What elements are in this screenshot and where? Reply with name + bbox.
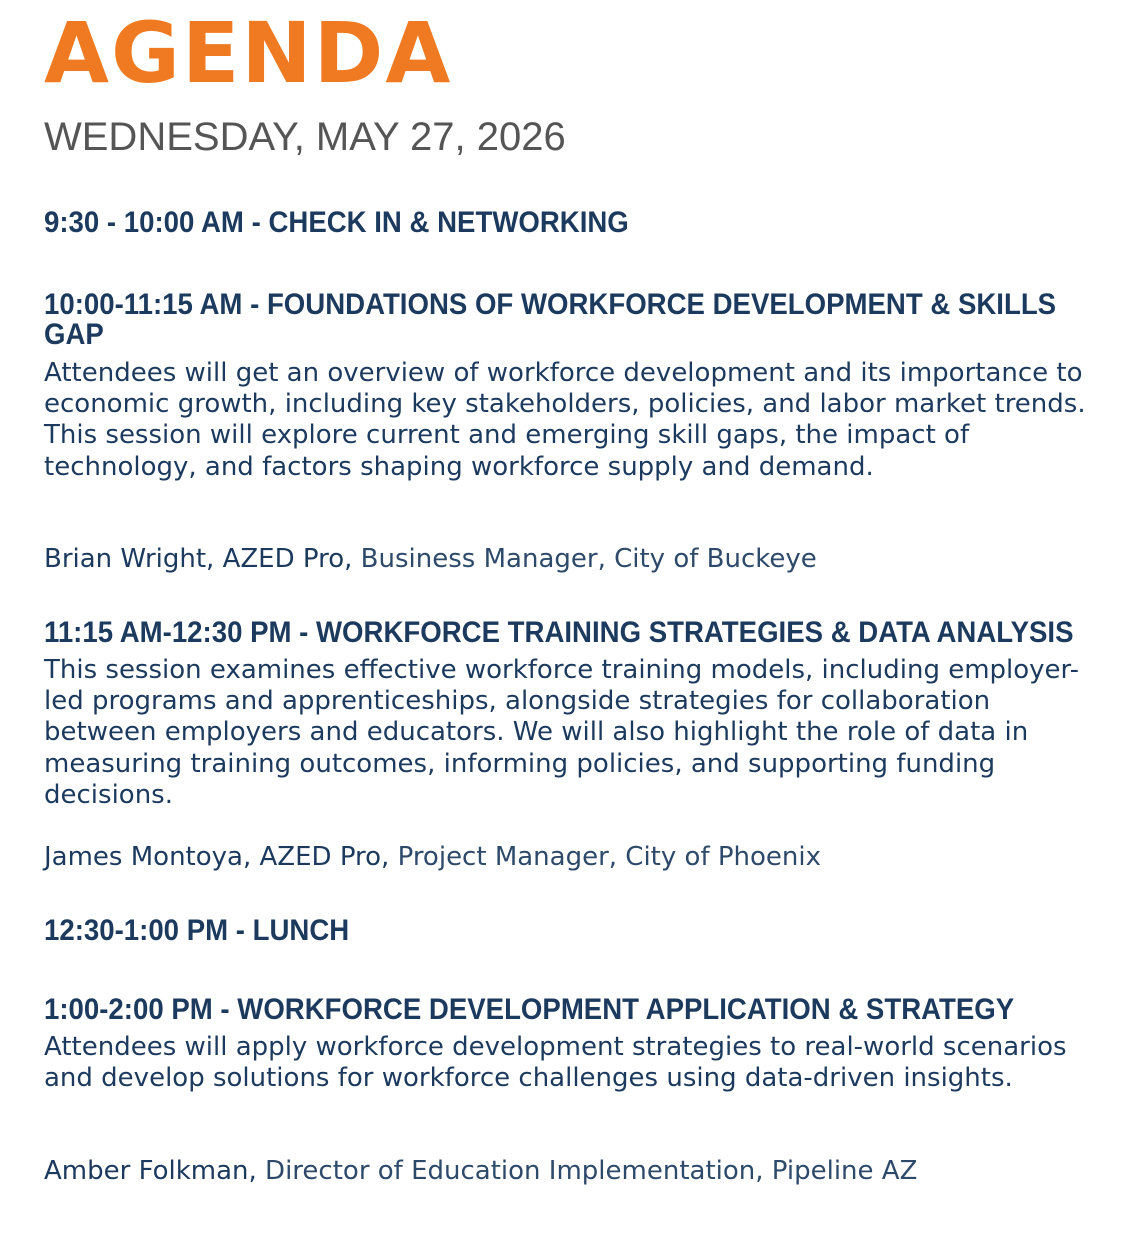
- session-heading-lunch: 12:30-1:00 PM - LUNCH: [44, 914, 350, 947]
- session-speaker-foundations: [44, 543, 817, 575]
- speaker-role: Business Manager, City of Buckeye: [352, 544, 817, 574]
- session-description-training: This session examines effective workforce training models, including employer-led programs and apprenticeships, alongside strategies for collaboration between employers and educators. We will also highlight the role of data in measuring training outcomes, informing policies, and supporting funding decisions.: [44, 655, 1079, 810]
- speaker-name: Brian Wright, AZED Pro,: [44, 544, 353, 574]
- speaker-name: James Montoya, AZED Pro,: [44, 842, 390, 872]
- session-speaker-application: [44, 1155, 917, 1187]
- session-heading-application: 1:00-2:00 PM - WORKFORCE DEVELOPMENT APPLICATION & STRATEGY: [44, 993, 1015, 1026]
- session-description-foundations: Attendees will get an overview of workforce development and its importance to economic growth, including key stakeholders, policies, and labor market trends. This session will explore current and emerging skill gaps, the impact of technology, and factors shaping workforce supply and demand.: [44, 358, 1086, 482]
- speaker-role: Project Manager, City of Phoenix: [389, 842, 822, 872]
- session-heading-checkin: 9:30 - 10:00 AM - CHECK IN & NETWORKING: [44, 206, 629, 239]
- agenda-date: WEDNESDAY, MAY 27, 2026: [44, 115, 566, 159]
- session-description-application: Attendees will apply workforce development strategies to real-world scenarios and develop solutions for workforce challenges using data-driven insights.: [44, 1032, 1067, 1094]
- speaker-role: Director of Education Implementation, Pipeline AZ: [256, 1156, 918, 1186]
- session-heading-training: 11:15 AM-12:30 PM - WORKFORCE TRAINING STRATEGIES & DATA ANALYSIS: [44, 616, 1074, 649]
- session-speaker-training: [44, 841, 821, 873]
- agenda-title: AGENDA: [44, 4, 453, 102]
- session-heading-foundations: 10:00-11:15 AM - FOUNDATIONS OF WORKFORCE DEVELOPMENT & SKILLS GAP: [44, 288, 1057, 351]
- speaker-name: Amber Folkman,: [44, 1156, 257, 1186]
